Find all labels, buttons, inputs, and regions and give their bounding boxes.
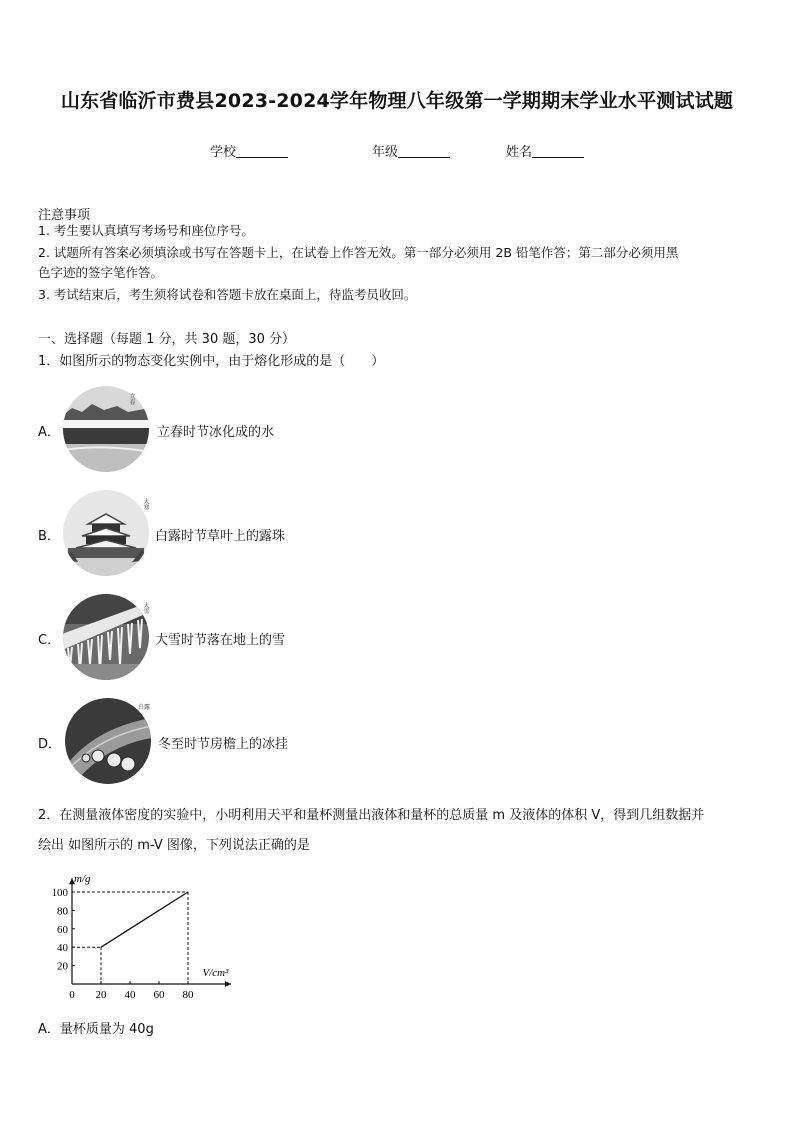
m-v-chart-svg	[40, 868, 240, 1006]
name-label: 姓名	[506, 145, 533, 160]
school-label: 学校	[210, 145, 237, 160]
y-tick-label: 80	[57, 905, 68, 918]
q1-option-d-letter[interactable]: D．	[38, 737, 62, 752]
x-axis-label: V/cm³	[202, 967, 229, 979]
q2-option-a[interactable]: A．量杯质量为 40g	[38, 1022, 154, 1037]
grade-label: 年级	[372, 145, 399, 160]
question-1-text: 1．如图所示的物态变化实例中，由于熔化形成的是（ ）	[38, 354, 385, 369]
q1-option-c-text[interactable]: 大雪时节落在地上的雪	[155, 633, 286, 648]
q1-option-d-text[interactable]: 冬至时节房檐上的冰挂	[158, 737, 289, 752]
photo-b-stamp: 大寒	[142, 498, 149, 510]
q1-option-b-letter[interactable]: B．	[38, 529, 60, 544]
section-heading: 一、选择题（每题 1 分，共 30 题，30 分）	[38, 332, 296, 347]
q1-option-c-letter[interactable]: C．	[38, 633, 61, 648]
notes-heading: 注意事项	[38, 208, 91, 223]
photo-d-stamp: 白露	[138, 704, 151, 711]
grade-blank[interactable]	[398, 145, 450, 158]
y-axis-label: m/g	[74, 873, 91, 886]
x-tick-label: 60	[153, 989, 165, 1001]
x-axis-arrow	[225, 981, 231, 987]
question-2-line-1: 2．在测量液体密度的实验中，小明利用天平和量杯测量出液体和量杯的总质量 m 及液体的体积 V，得到几组数据并	[38, 808, 705, 823]
x-tick-label: 20	[95, 989, 107, 1001]
page-title: 山东省临沂市费县2023-2024学年物理八年级第一学期期末学业水平测试试题	[60, 90, 734, 112]
q1-option-a-text[interactable]: 立春时节冰化成的水	[157, 425, 275, 440]
x-tick-label: 80	[182, 989, 194, 1001]
y-tick-label: 20	[57, 960, 68, 973]
m-v-chart	[40, 868, 240, 1010]
question-2-line-2: 绘出 如图所示的 m-V 图像，下列说法正确的是	[38, 838, 310, 853]
q1-option-a-letter[interactable]: A．	[38, 425, 60, 440]
icicles-photo	[62, 594, 150, 680]
y-tick-label: 60	[57, 923, 68, 936]
series-line	[101, 892, 188, 947]
x-tick-label: 0	[69, 989, 75, 1001]
note-item-2-continued: 色字迹的签字笔作答。	[38, 265, 164, 280]
name-field[interactable]	[506, 141, 584, 160]
photo-a-stamp: 立春	[128, 393, 135, 405]
y-tick-label: 40	[57, 942, 68, 955]
temple-snow-photo	[62, 490, 150, 576]
spring-ice-photo	[62, 386, 150, 472]
grade-field[interactable]	[372, 141, 450, 160]
q1-option-b-text[interactable]: 白露时节草叶上的露珠	[155, 529, 286, 544]
note-item-1: 1. 考生要认真填写考场号和座位序号。	[38, 223, 254, 238]
x-tick-label: 40	[124, 989, 136, 1001]
note-item-2: 2. 试题所有答案必须填涂或书写在答题卡上，在试卷上作答无效。第一部分必须用 2B 铅笔作答；第二部分必须用黑	[38, 245, 679, 260]
name-blank[interactable]	[532, 145, 584, 158]
y-tick-label: 100	[51, 887, 68, 899]
photo-c-stamp: 大雪	[142, 602, 149, 614]
note-item-3: 3. 考试结束后，考生须将试卷和答题卡放在桌面上，待监考员收回。	[38, 287, 417, 302]
school-field[interactable]	[210, 141, 288, 160]
school-blank[interactable]	[236, 145, 288, 158]
